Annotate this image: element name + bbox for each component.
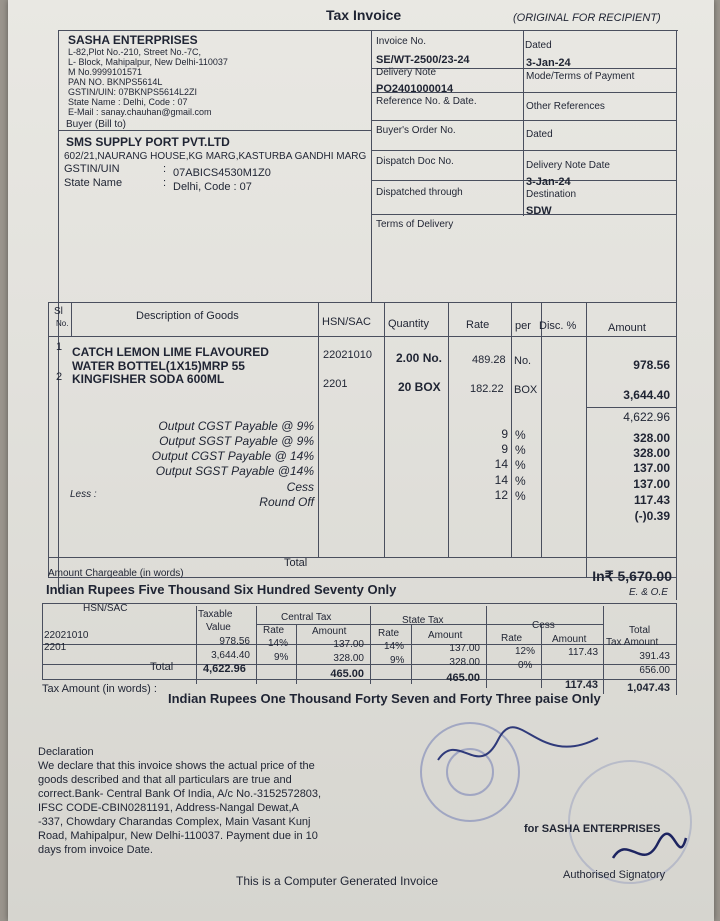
declaration-line: correct.Bank- Central Bank Of India, A/c No.-3152572803, [38,788,322,800]
col-sl: Sl [54,306,63,317]
col-per: per [515,320,531,332]
item-rate: 489.28 [472,354,506,366]
buyer-name: SMS SUPPLY PORT PVT.LTD [66,135,230,149]
invoice-date: 3-Jan-24 [526,57,571,69]
dispatch-doc-label: Dispatch Doc No. [376,156,454,167]
seller-line: GSTIN/UIN: 07BKNPS5614L2ZI [68,87,198,97]
tax-table-total-taxable: 4,622.96 [203,663,246,675]
tax-table-value-header: Value [206,622,231,633]
tax-table-hsn-header: HSN/SAC [83,603,128,614]
destination: SDW [526,205,552,217]
authorised-signatory: Authorised Signatory [563,869,666,881]
mode-terms-label: Mode/Terms of Payment [526,71,635,82]
grand-total: In₹ 5,670.00 [592,568,672,584]
sep-colon: : [163,177,167,189]
tax-table-row-total: 391.43 [639,651,670,662]
tax-pct: % [515,474,526,488]
buyer-gstin: 07ABICS4530M1Z0 [173,167,271,179]
tax-table-row-total: 656.00 [639,665,670,676]
invoice-no-label: Invoice No. [376,36,427,47]
item-sl: 2 [56,371,63,383]
tax-amount: 328.00 [633,446,670,460]
item-sl: 1 [56,341,63,353]
item-description: CATCH LEMON LIME FLAVOURED [72,345,269,359]
tax-table-taxable: 978.56 [219,636,250,647]
round-off-amount: (-)0.39 [634,509,670,523]
item-amount: 3,644.40 [623,388,670,402]
tax-table-total-state: 465.00 [446,672,480,684]
sep-colon: : [163,163,167,175]
tax-rate: 12 [494,488,508,502]
declaration-title: Declaration [38,746,94,758]
tax-pct: % [515,428,526,442]
tax-label: Round Off [259,495,314,509]
for-company: for SASHA ENTERPRISES [524,823,661,835]
tax-table-c-rate: 9% [274,652,289,663]
buyer-state: Delhi, Code : 07 [173,181,252,193]
buyer-gstin-label: GSTIN/UIN [64,163,120,175]
col-description: Description of Goods [136,310,239,322]
tax-amount: 137.00 [633,477,670,491]
seller-line: PAN NO. BKNPS5614L [68,77,163,87]
copy-label: (ORIGINAL FOR RECIPIENT) [513,12,661,24]
declaration-line: goods described and that all particulars are true and [38,774,292,786]
tax-table-central-header: Central Tax [281,612,332,623]
col-amount: Amount [608,322,646,334]
item-qty: 20 BOX [398,380,441,394]
tax-amount: 137.00 [633,461,670,475]
tax-table-hsn: 2201 [44,642,67,653]
less-label: Less : [70,489,97,500]
tax-table-rate-header: Rate [263,625,285,636]
eoe: E. & O.E [629,587,668,598]
tax-table-s-amount: 328.00 [449,657,480,668]
destination-label: Destination [526,189,577,200]
terms-of-delivery-label: Terms of Delivery [376,219,454,230]
delivery-note-date: 3-Jan-24 [526,176,571,188]
tax-table-s-amount: 137.00 [449,643,480,654]
item-amount: 978.56 [633,358,670,372]
tax-table-taxable-header: Taxable [198,609,233,620]
tax-rate: 14 [494,473,508,487]
item-qty: 2.00 No. [396,351,443,365]
tax-table-s-rate: 9% [390,655,405,666]
tax-table-total-tax: 1,047.43 [627,682,670,694]
tax-table-s-rate: 14% [384,641,405,652]
item-rate: 182.22 [470,383,504,395]
invoice-no: SE/WT-2500/23-24 [376,54,470,66]
col-rate: Rate [466,319,490,331]
tax-table-rate-header: Rate [501,633,523,644]
tax-table-amount-header: Amount [552,634,587,645]
item-hsn: 2201 [323,378,348,390]
tax-rate: 9 [501,427,508,441]
invoice-sheet [8,0,714,921]
computer-generated-note: This is a Computer Generated Invoice [236,874,439,888]
dated2-label: Dated [526,129,553,140]
tax-label: Output CGST Payable @ 14% [151,449,314,463]
buyer-label: Buyer (Bill to) [66,119,127,130]
item-description: KINGFISHER SODA 600ML [72,372,225,386]
tax-table-taxable: 3,644.40 [211,650,250,661]
declaration-line: Road, Mahipalpur, New Delhi-110037. Payment due in 10 [38,830,318,842]
invoice-title: Tax Invoice [326,7,402,23]
tax-table-cess-header: Cess [532,620,555,631]
declaration-line: -337, Chowdary Charandas Complex, Main Vasant Kunj [38,816,311,828]
tax-rate: 9 [501,442,508,456]
tax-table-total-cess: 117.43 [564,679,598,691]
total-label: Total [284,557,308,569]
subtotal: 4,622.96 [623,410,670,424]
declaration-line: We declare that this invoice shows the actual price of the [38,760,315,772]
buyer-state-label: State Name [64,177,123,189]
other-references-label: Other References [526,101,605,112]
tax-rate: 14 [494,457,508,471]
buyer-address: 602/21,NAURANG HOUSE,KG MARG,KASTURBA GANDHI MARG [64,151,367,162]
delivery-note: PO2401000014 [376,83,454,95]
tax-amount: 117.43 [633,493,670,507]
tax-table-total-header: Total [629,625,651,636]
col-quantity: Quantity [388,318,429,330]
tax-table-cess-amount: 117.43 [568,647,598,658]
item-per: No. [514,355,532,367]
dispatched-through-label: Dispatched through [376,187,463,198]
tax-table-cess-rate: 0% [518,660,533,671]
signature-scribble [428,720,608,790]
tax-table-tax-amount-header: Tax Amount [606,637,659,648]
tax-pct: % [515,443,526,457]
tax-pct: % [515,489,526,503]
delivery-note-label: Delivery Note [376,67,437,78]
tax-amount: 328.00 [633,431,670,445]
seller-line: M No.9999101571 [68,67,143,77]
col-disc: Disc. % [539,320,577,332]
declaration-line: days from invoice Date. [38,844,153,856]
tax-label: Output CGST Payable @ 9% [158,419,314,433]
seller-line: L- Block, Mahipalpur, New Delhi-110037 [68,57,228,67]
tax-label: Output SGST Payable @ 9% [159,434,314,448]
tax-label: Output SGST Payable @14% [155,464,314,478]
tax-table-c-rate: 14% [268,638,289,649]
seller-name: SASHA ENTERPRISES [68,33,198,47]
declaration-line: IFSC CODE-CBIN0281191, Address-Nangal Dewat,A [38,802,299,814]
item-description: WATER BOTTEL(1X15)MRP 55 [72,359,245,373]
col-no: No. [56,319,69,328]
tax-table-rate-header: Rate [378,628,400,639]
delivery-note-date-label: Delivery Note Date [526,160,610,171]
amount-words-label: Amount Chargeable (in words) [48,568,184,579]
seller-line: State Name : Delhi, Code : 07 [68,97,188,107]
item-hsn: 22021010 [323,349,372,361]
buyer-order-label: Buyer's Order No. [376,125,456,136]
amount-in-words: Indian Rupees Five Thousand Six Hundred Seventy Only [46,582,397,597]
tax-pct: % [515,458,526,472]
tax-label: Cess [286,480,314,494]
tax-table-amount-header: Amount [428,630,463,641]
col-hsn: HSN/SAC [322,316,371,328]
seller-line: E-Mail : sanay.chauhan@gmail.com [68,107,212,117]
tax-amount-in-words: Indian Rupees One Thousand Forty Seven and Forty Three paise Only [168,691,601,706]
tax-table-total-label: Total [150,661,174,673]
reference-label: Reference No. & Date. [376,96,477,107]
dated-label: Dated [525,40,552,51]
tax-table-c-amount: 328.00 [333,653,364,664]
item-per: BOX [514,384,538,396]
tax-table-hsn: 22021010 [44,630,89,641]
tax-table-cess-rate: 12% [515,646,536,657]
tax-table-total-central: 465.00 [330,668,364,680]
seller-line: L-82,Plot No.-210, Street No.-7C, [68,47,202,57]
tax-table-amount-header: Amount [312,626,347,637]
tax-words-label: Tax Amount (in words) : [42,683,157,695]
tax-table-c-amount: 137.00 [333,639,364,650]
tax-table-state-header: State Tax [402,615,444,626]
